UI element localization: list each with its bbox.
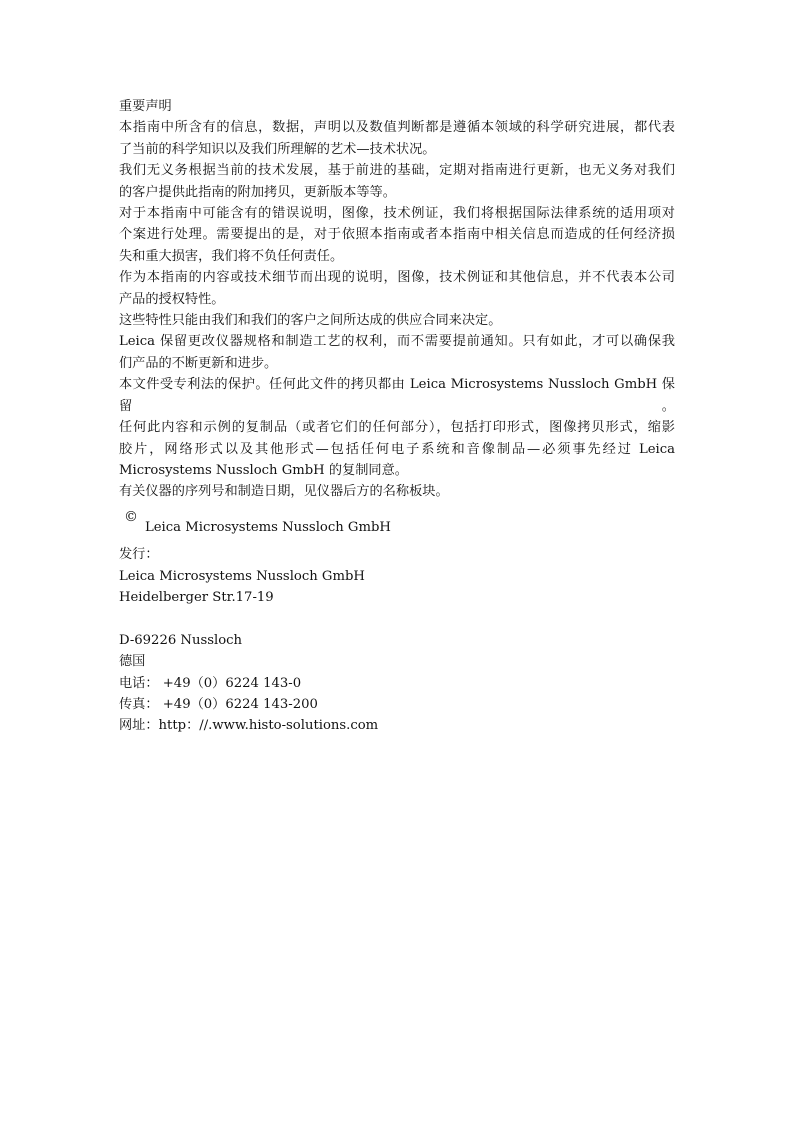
notice-paragraph-2 (119, 160, 675, 203)
notice-paragraph-8 (119, 481, 675, 502)
notice-paragraph-3-line-2: 个案进行处理。需要提出的是，对于依照本指南或者本指南中相关信息而造成的任何经济损 (119, 227, 675, 243)
notice-paragraph-1-line-2: 了当前的科学知识以及我们所理解的艺术—技术状况。 (119, 141, 436, 157)
notice-paragraph-4-line-2: 产品的授权特性。 (119, 291, 225, 307)
notice-paragraph-2-line-2: 的客户提供此指南的附加拷贝，更新版本等等。 (119, 184, 396, 200)
notice-paragraph-3-line-1: 对于本指南中可能含有的错误说明，图像，技术例证，我们将根据国际法律系统的适用项对 (119, 206, 675, 222)
publisher-street: Heidelberger Str.17-19 (119, 589, 274, 605)
notice-paragraph-3-line-3: 失和重大损害，我们将不负任何责任。 (119, 248, 344, 264)
publisher-city: D-69226 Nussloch (119, 632, 243, 648)
notice-paragraph-2-line-1: 我们无义务根据当前的技术发展，基于前进的基础，定期对指南进行更新，也无义务对我们 (119, 163, 675, 179)
copyright-holder: Leica Microsystems Nussloch GmbH (145, 519, 391, 535)
notice-paragraph-7-line-4: Microsystems Nussloch GmbH 的复制同意。 (119, 462, 408, 478)
notice-paragraph-6-line-2: 们产品的不断更新和进步。 (119, 355, 278, 371)
publisher-phone: 电话： +49（0）6224 143-0 (119, 675, 302, 691)
publisher-website: 网址：http：//.www.histo-solutions.com (119, 718, 379, 734)
address-spacer (119, 608, 675, 629)
notice-paragraph-7-line-1: 本文件受专利法的保护。任何此文件的拷贝都由 Leica Microsystems Nussloch GmbH 保留。 (119, 377, 675, 414)
notice-paragraph-7-line-3: 胶片，网络形式以及其他形式—包括任何电子系统和音像制品—必须事先经过 Leica (119, 441, 675, 457)
notice-paragraph-5 (119, 310, 675, 331)
notice-paragraph-4-line-1: 作为本指南的内容或技术细节而出现的说明，图像，技术例证和其他信息，并不代表本公司 (119, 270, 675, 286)
notice-title: 重要声明 (119, 99, 172, 114)
notice-paragraph-7-line-2: 任何此内容和示例的复制品（或者它们的任何部分），包括打印形式，图像拷贝形式，缩影 (119, 420, 675, 436)
publisher-country: 德国 (119, 654, 146, 670)
notice-paragraph-3 (119, 203, 675, 267)
notice-paragraph-5-line-1: 这些特性只能由我们和我们的客户之间所达成的供应合同来决定。 (119, 313, 502, 329)
copyright-symbol: © (124, 508, 138, 525)
notice-paragraph-1 (119, 117, 675, 160)
notice-paragraph-4 (119, 267, 675, 310)
publisher-company: Leica Microsystems Nussloch GmbH (119, 568, 365, 584)
copyright-notice (119, 508, 675, 535)
document-body (119, 96, 675, 737)
notice-paragraph-1-line-1: 本指南中所含有的信息，数据，声明以及数值判断都是遵循本领域的科学研究进展，都代表 (119, 120, 675, 136)
publisher-block (119, 544, 675, 737)
publisher-fax: 传真： +49（0）6224 143-200 (119, 696, 318, 712)
notice-paragraph-8-line-1: 有关仪器的序列号和制造日期，见仪器后方的名称板块。 (119, 484, 449, 500)
notice-paragraph-6 (119, 331, 675, 374)
notice-paragraph-6-line-1: Leica 保留更改仪器规格和制造工艺的权利，而不需要提前通知。只有如此，才可以确保我 (119, 334, 675, 350)
notice-paragraph-7 (119, 374, 675, 481)
publisher-label: 发行： (119, 547, 159, 563)
